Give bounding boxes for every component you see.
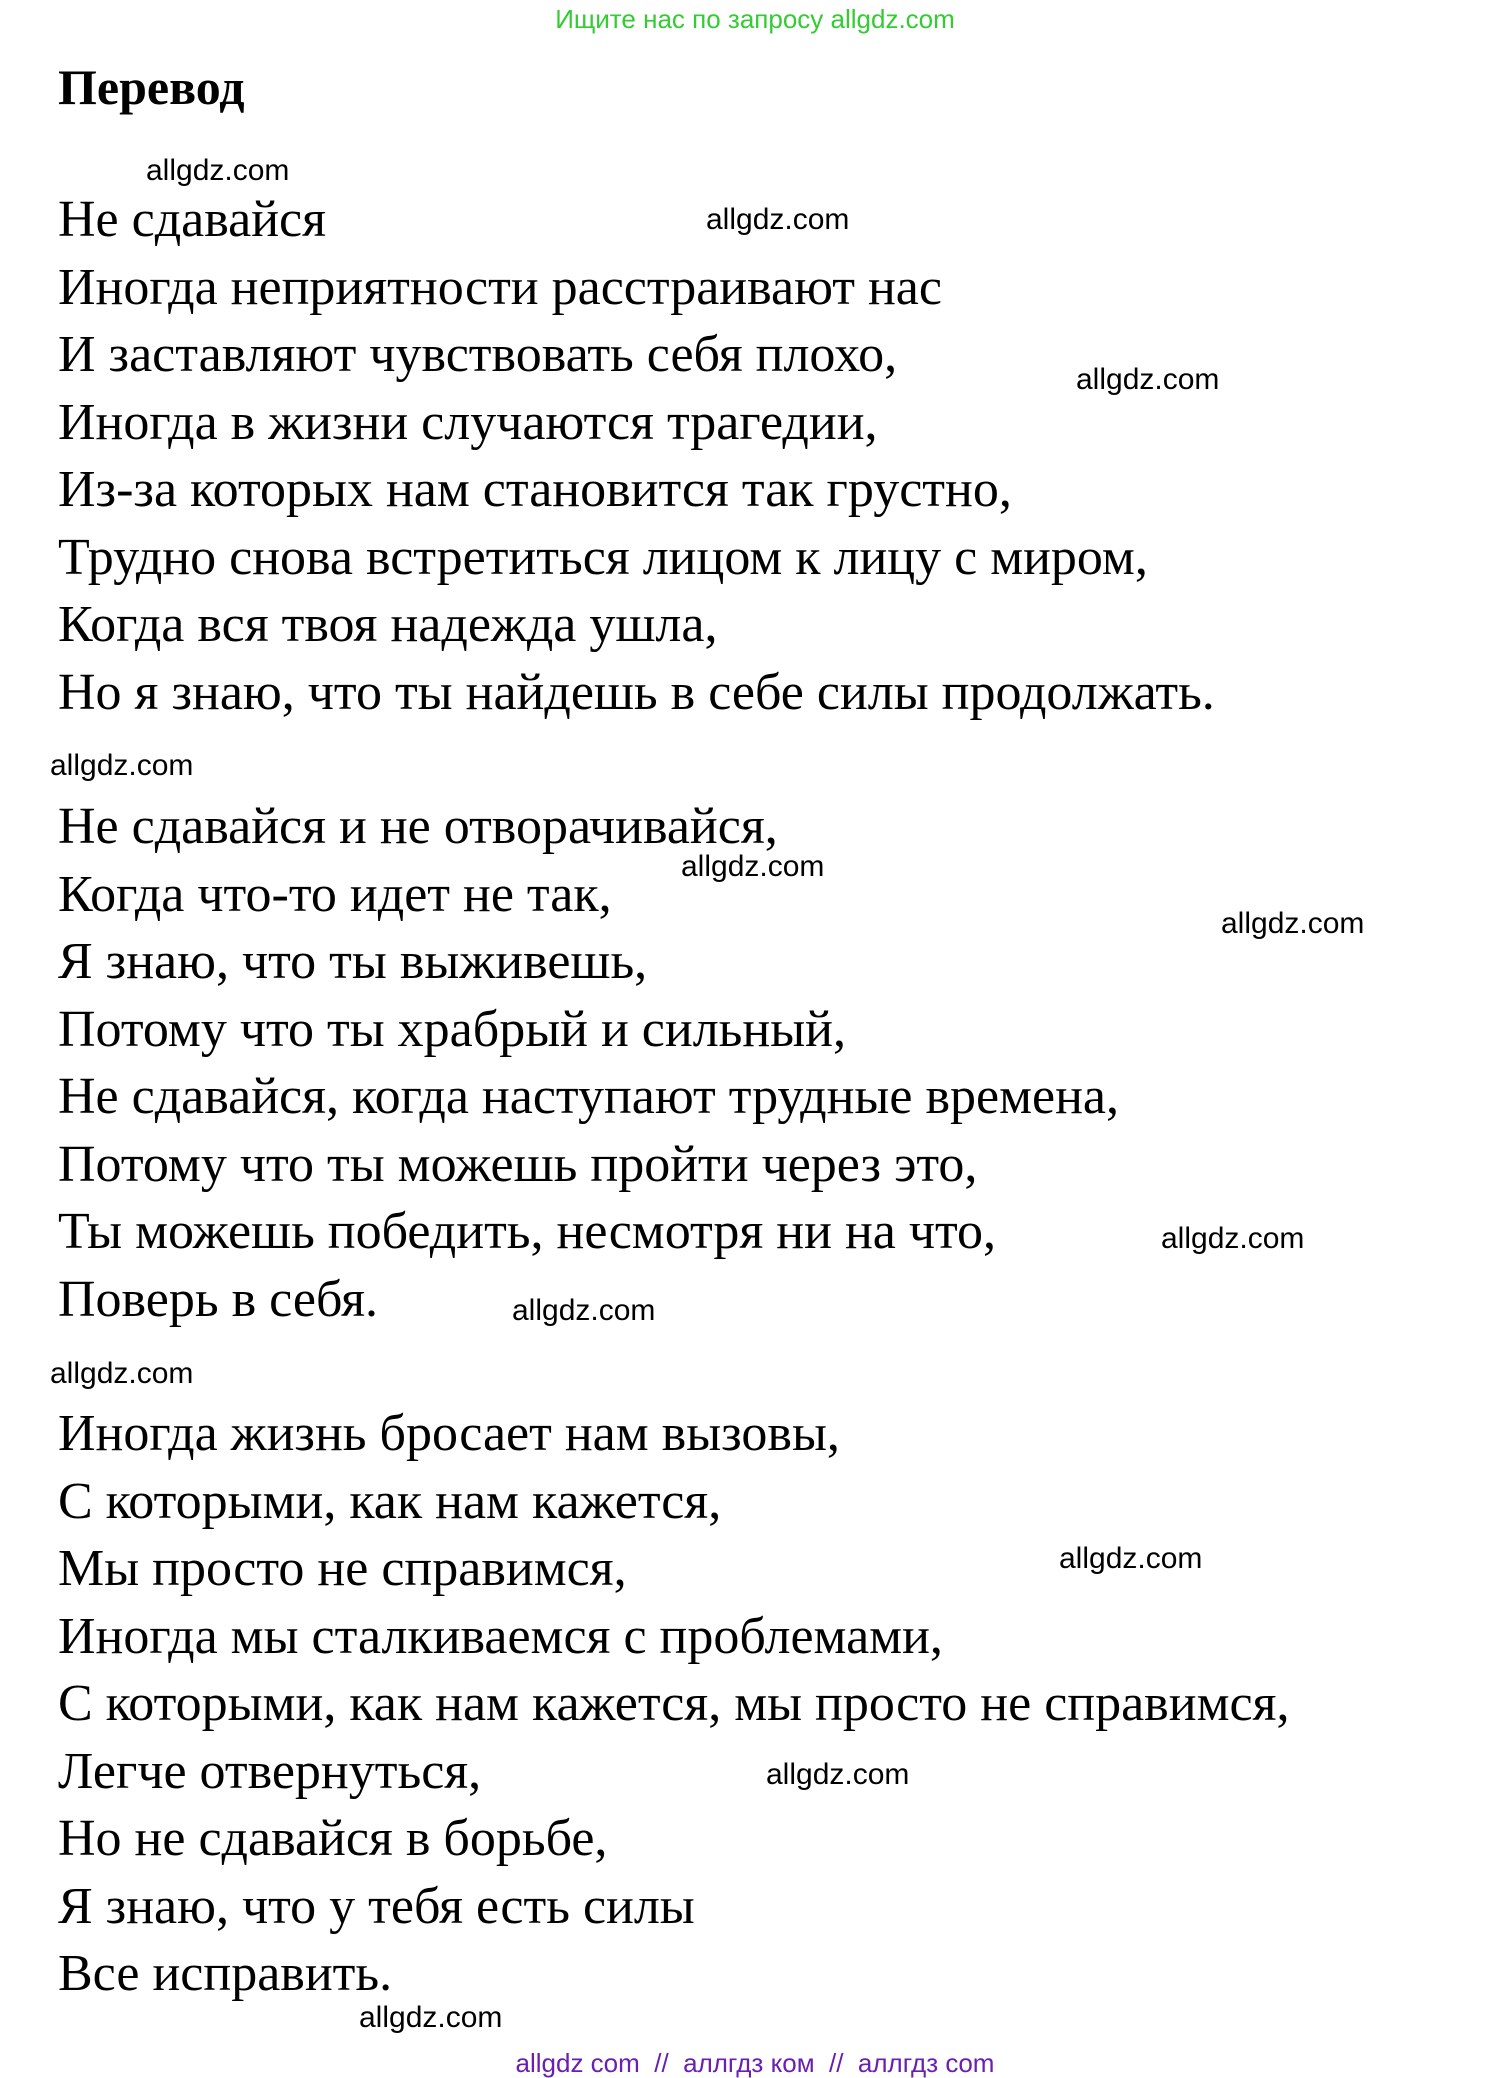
poem-line: Ты можешь победить, несмотря ни на что,: [58, 1203, 997, 1260]
poem-line: Иногда жизнь бросает нам вызовы,: [58, 1405, 840, 1462]
watermark: allgdz.com: [1059, 1542, 1203, 1575]
poem-line: Не сдавайся: [58, 191, 327, 248]
poem-line: Не сдавайся и не отворачивайся,: [58, 798, 778, 855]
watermark: allgdz.com: [766, 1758, 910, 1791]
poem-line: Иногда мы сталкиваемся с проблемами,: [58, 1607, 943, 1665]
stanza-3: [58, 1400, 1289, 2008]
poem-line: С которыми, как нам кажется,: [58, 1472, 722, 1530]
poem-line: Поверь в себя.: [58, 1270, 379, 1328]
watermark: allgdz.com: [1076, 363, 1220, 396]
footer: allgdz com // аллгдз ком // аллгдз com: [515, 2048, 995, 2078]
watermark: allgdz.com: [681, 850, 825, 883]
poem-line: Я знаю, что ты выживешь,: [58, 933, 648, 990]
watermark: allgdz.com: [512, 1294, 656, 1327]
poem-line: Я знаю, что у тебя есть силы: [58, 1877, 695, 1935]
poem-line: Но я знаю, что ты найдешь в себе силы продолжать.: [58, 663, 1215, 721]
poem-line: Мы просто не справимся,: [58, 1540, 627, 1597]
watermark: allgdz.com: [359, 2001, 503, 2034]
watermark: allgdz.com: [706, 203, 850, 236]
poem-line: Иногда в жизни случаются трагедии,: [58, 393, 878, 451]
watermark: allgdz.com: [146, 154, 290, 187]
watermark: allgdz.com: [50, 749, 194, 782]
poem-line: Когда вся твоя надежда ушла,: [58, 596, 718, 653]
poem-line: И заставляют чувствовать себя плохо,: [58, 326, 898, 383]
watermark: allgdz.com: [50, 1357, 194, 1390]
stanza-1: [58, 186, 1215, 726]
poem-line: Иногда неприятности расстраивают нас: [58, 258, 942, 316]
poem-line: Когда что-то идет не так,: [58, 865, 612, 923]
poem-line: Не сдавайся, когда наступают трудные времена,: [58, 1068, 1119, 1125]
poem-line: Потому что ты храбрый и сильный,: [58, 1000, 846, 1058]
watermark: allgdz.com: [1221, 907, 1365, 940]
poem-line: Легче отвернуться,: [58, 1742, 482, 1800]
poem-line: С которыми, как нам кажется, мы просто не справимся,: [58, 1675, 1290, 1732]
watermark: allgdz.com: [1161, 1222, 1305, 1255]
poem-line: Трудно снова встретиться лицом к лицу с миром,: [58, 528, 1148, 586]
poem-line: Все исправить.: [58, 1945, 393, 2002]
poem-line: Но не сдавайся в борьбе,: [58, 1810, 608, 1867]
stanza-2: [58, 793, 1119, 1333]
poem-line: Из-за которых нам становится так грустно,: [58, 461, 1012, 518]
poem-line: Потому что ты можешь пройти через это,: [58, 1135, 978, 1193]
page-title: Перевод: [58, 59, 245, 115]
top-banner: Ищите нас по запросу allgdz.com: [555, 4, 955, 34]
